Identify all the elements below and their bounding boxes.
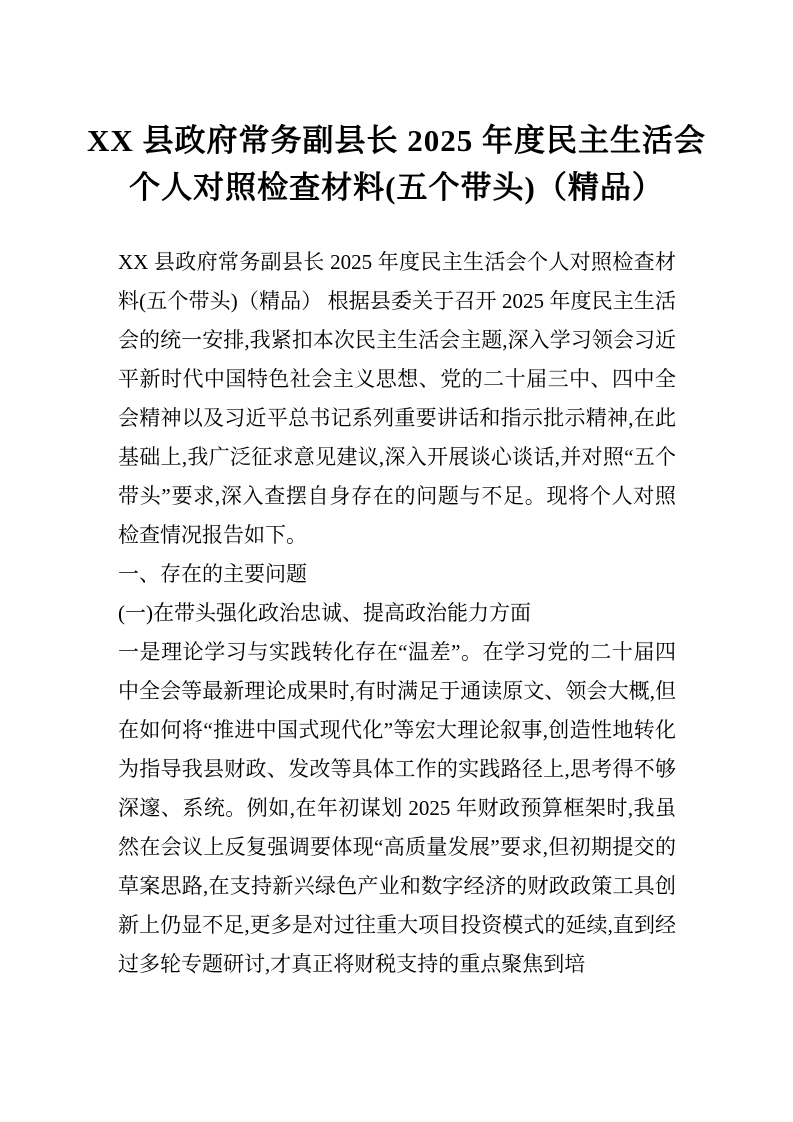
subheading-political-loyalty: (一)在带头强化政治忠诚、提高政治能力方面: [118, 601, 531, 625]
heading-main-problems: 一、存在的主要问题: [118, 562, 307, 586]
document-title-line-1: XX 县政府常务副县长 2025 年度民主生活会: [86, 123, 707, 158]
paragraph-intro: XX 县政府常务副县长 2025 年度民主生活会个人对照检查材料(五个带头)（精品） 根据县委关于召开 2025 年度民主生活会的统一安排,我紧扣本次民主生活会主题,深入学习领会习近平新时代中国特色社会主义思想、党的二十届三中、四中全会精神以及习近平总书记系列重要讲话和指示批示精神,在此基础上,我广泛征求意见建议,深入开展谈心谈话,并对照“五个带头”要求,深入查摆自身存在的问题与不足。现将个人对照检查情况报告如下。: [118, 250, 676, 547]
document-body: [118, 243, 676, 984]
paragraph-theory-practice-gap: 一是理论学习与实践转化存在“温差”。在学习党的二十届四中全会等最新理论成果时,有时满足于通读原文、领会大概,但在如何将“推进中国式现代化”等宏大理论叙事,创造性地转化为指导我县财政、发改等具体工作的实践路径上,思考得不够深邃、系统。例如,在年初谋划 2025 年财政预算框架时,我虽然在会议上反复强调要体现“高质量发展”要求,但初期提交的草案思路,在支持新兴绿色产业和数字经济的财政政策工具创新上仍显不足,更多是对过往重大项目投资模式的延续,直到经过多轮专题研讨,才真正将财税支持的重点聚焦到培: [118, 640, 676, 976]
document-title: [0, 117, 793, 211]
document-title-line-2: 个人对照检查材料(五个带头)（精品）: [129, 170, 664, 205]
